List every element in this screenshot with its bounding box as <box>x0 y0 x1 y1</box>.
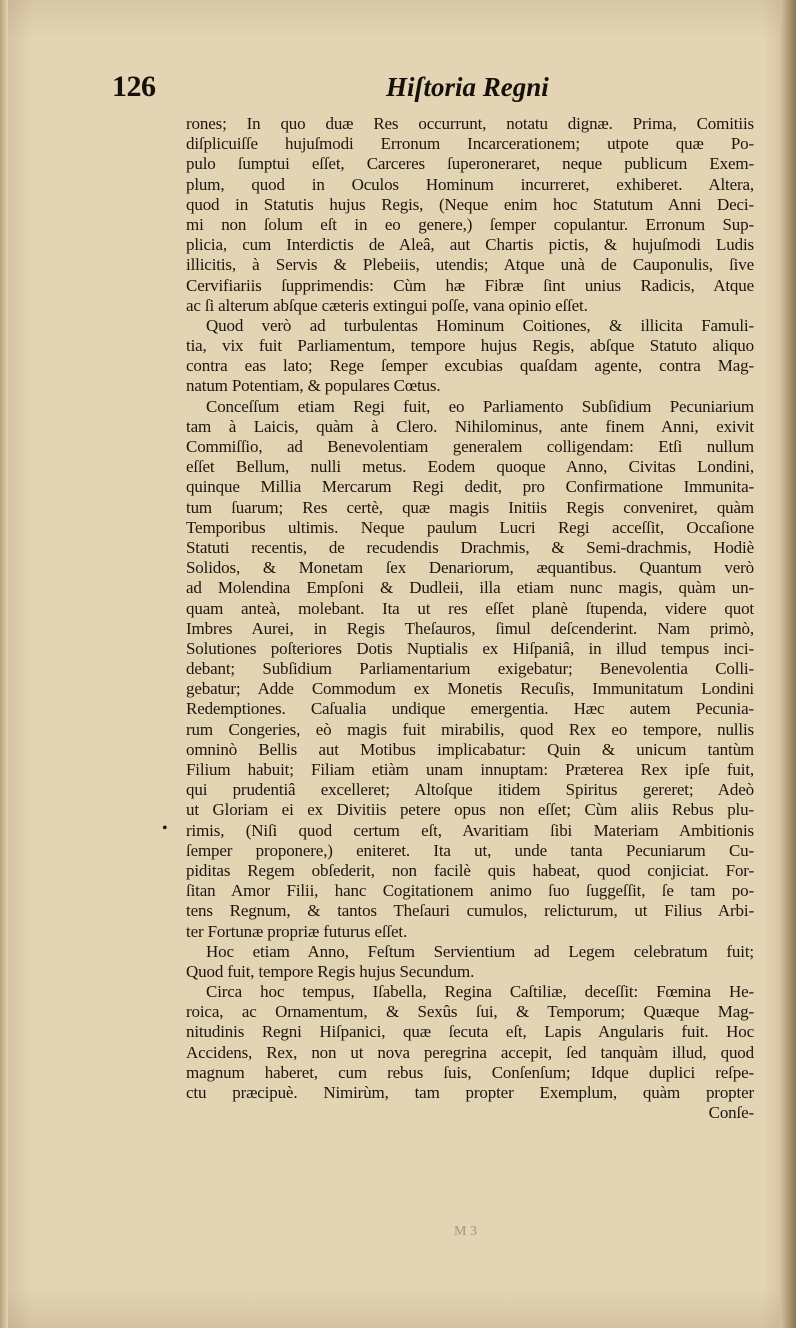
text-line: tum ſuarum; Res certè, quæ magis Initiis Regis conveniret, quàm <box>186 497 754 517</box>
text-line: Circa hoc tempus, Iſabella, Regina Caſtiliæ, deceſſit: Fœmina He- <box>206 982 754 1002</box>
text-line: Temporibus ultimis. Neque paulum Lucri Regi acceſſit, Occaſione <box>186 517 754 537</box>
text-line: quinque Millia Mercarum Regi dedit, pro Confirmatione Immunita- <box>186 477 754 497</box>
text-line: ctu præcipuè. Nimirùm, tam propter Exemplum, quàm propter <box>186 1083 754 1102</box>
text-line: plicia, cum Interdictis de Aleâ, aut Chartis pictis, & hujuſmodi Ludis <box>186 235 754 255</box>
margin-mark: • <box>162 820 168 837</box>
text-line: ter Fortunæ propriæ futurus eſſet. <box>186 921 408 941</box>
text-line: ad Molendina Empſoni & Dudleii, illa etiam nunc magis, quàm un- <box>186 578 754 598</box>
text-line: pulo ſumptui eſſet, Carceres ſuperoneraret, neque publicum Exem- <box>186 154 754 174</box>
text-line: Conceſſum etiam Regi fuit, eo Parliamento Subſidium Pecuniarium <box>206 396 754 416</box>
text-line: gebatur; Adde Commodum ex Monetis Recuſis, Immunitatum Londini <box>186 679 754 699</box>
text-line: rum Congeries, eò magis fuit mirabilis, quod Rex eo tempore, nullis <box>186 719 754 739</box>
text-line: ſemper proponere,) eniteret. Ita ut, unde tanta Pecuniarum Cu- <box>186 840 754 860</box>
text-line: Solutiones poſteriores Dotis Nuptialis ex Hiſpaniâ, in illud tempus inci- <box>186 638 754 658</box>
signature-mark: M 3 <box>454 1224 477 1239</box>
text-line: Hoc etiam Anno, Feſtum Servientium ad Legem celebratum fuit; <box>206 941 754 961</box>
page-header <box>112 70 562 110</box>
text-line: quod in Statutis hujus Regis, (Neque enim hoc Statutum Anni Deci- <box>186 194 754 214</box>
text-line: tens Regnum, & tantos Theſauri cumulos, relicturum, ut Filius Arbi- <box>186 901 754 921</box>
text-line: omninò Bellis aut Motibus implicabatur: Quin & unicum tantùm <box>186 739 754 759</box>
text-line: rones; In quo duæ Res occurrunt, notatu dignæ. Prima, Comitiis <box>186 114 754 133</box>
text-line: qui prudentiâ excelleret; Altoſque itidem Spiritus gereret; Adeò <box>186 780 754 800</box>
text-line: Quod verò ad turbulentas Hominum Coitiones, & illicita Famuli- <box>206 315 754 335</box>
text-line: Accidens, Rex, non ut nova peregrina accepit, ſed tanquàm illud, quod <box>186 1042 754 1062</box>
text-line: Solidos, & Monetam ſex Denariorum, æquantibus. Quantum verò <box>186 558 754 578</box>
page-gutter-shadow <box>0 0 8 1328</box>
running-title: Hiſtoria Regni <box>386 72 549 102</box>
catchword: Conſe- <box>708 1103 754 1123</box>
text-line: rimis, (Niſi quod certum eſt, Avaritiam ſibi Materiam Ambitionis <box>186 820 754 840</box>
text-line: quam anteà, molebant. Ita ut res eſſet planè ſtupenda, videre quot <box>186 598 754 618</box>
text-line: plum, quod in Oculos Hominum incurreret, exhiberet. Altera, <box>186 174 754 194</box>
text-line: mi non ſolum eſt in eo genere,) ſemper copulantur. Erronum Sup- <box>186 214 754 234</box>
page-edge-shadow <box>780 0 796 1328</box>
text-line: tam à Laicis, quàm à Clero. Nihilominus, ante finem Anni, exivit <box>186 416 754 436</box>
text-line: natum Potentiam, & populares Cœtus. <box>186 376 441 396</box>
text-line: debant; Subſidium Parliamentarium exigebatur; Benevolentia Colli- <box>186 659 754 679</box>
text-line: piditas Regem obſederit, non facilè quis habeat, quod conjiciat. For- <box>186 860 754 880</box>
text-line: nitudinis Regni Hiſpanici, quæ ſecuta eſt, Lapis Angularis fuit. Hoc <box>186 1022 754 1042</box>
text-line: illicitis, à Servis & Plebeiis, utendis; Atque unà de Cauponulis, ſive <box>186 255 754 275</box>
text-line: ut Gloriam ei ex Divitiis petere opus non eſſet; Cùm aliis Rebus plu- <box>186 800 754 820</box>
body-text <box>186 114 754 1123</box>
text-line: Redemptiones. Caſualia undique emergentia. Hæc autem Pecunia- <box>186 699 754 719</box>
text-line: ſitan Amor Filii, hanc Cogitationem animo ſuo ſuggeſſit, ſe tam po- <box>186 881 754 901</box>
text-line: tia, vix fuit Parliamentum, tempore hujus Regis, abſque Statuto aliquo <box>186 336 754 356</box>
page-number: 126 <box>112 70 156 103</box>
text-line: diſplicuiſſe hujuſmodi Erronum Incarcerationem; utpote quæ Po- <box>186 134 754 154</box>
text-line: roica, ac Ornamentum, & Sexûs ſui, & Temporum; Quæque Mag- <box>186 1002 754 1022</box>
text-line: contra eas lato; Rege ſemper excubias quaſdam agente, contra Mag- <box>186 356 754 376</box>
text-line: Imbres Aurei, in Regis Theſauros, ſimul deſcenderint. Nam primò, <box>186 618 754 638</box>
text-line: Statuti recentis, de recudendis Drachmis, & Semi-drachmis, Hodiè <box>186 537 754 557</box>
text-line: Quod fuit, tempore Regis hujus Secundum. <box>186 961 475 981</box>
text-line: Commiſſio, ad Benevolentiam generalem colligendam: Etſi nullum <box>186 437 754 456</box>
text-line: magnum haberet, cum rebus ſuis, Conſenſum; Idque duplici reſpe- <box>186 1062 754 1082</box>
text-line: eſſet Bellum, nulli metus. Eodem quoque Anno, Civitas Londini, <box>186 457 754 477</box>
text-line: Cervifiariis ſupprimendis: Cùm hæ Fibræ ſint unius Radicis, Atque <box>186 275 754 295</box>
text-line: Filium habuit; Filiam etiàm unam innuptam: Præterea Rex ipſe fuit, <box>186 760 754 779</box>
text-line: ac ſi alterum abſque cæteris extingui poſſe, vana opinio eſſet. <box>186 295 588 315</box>
